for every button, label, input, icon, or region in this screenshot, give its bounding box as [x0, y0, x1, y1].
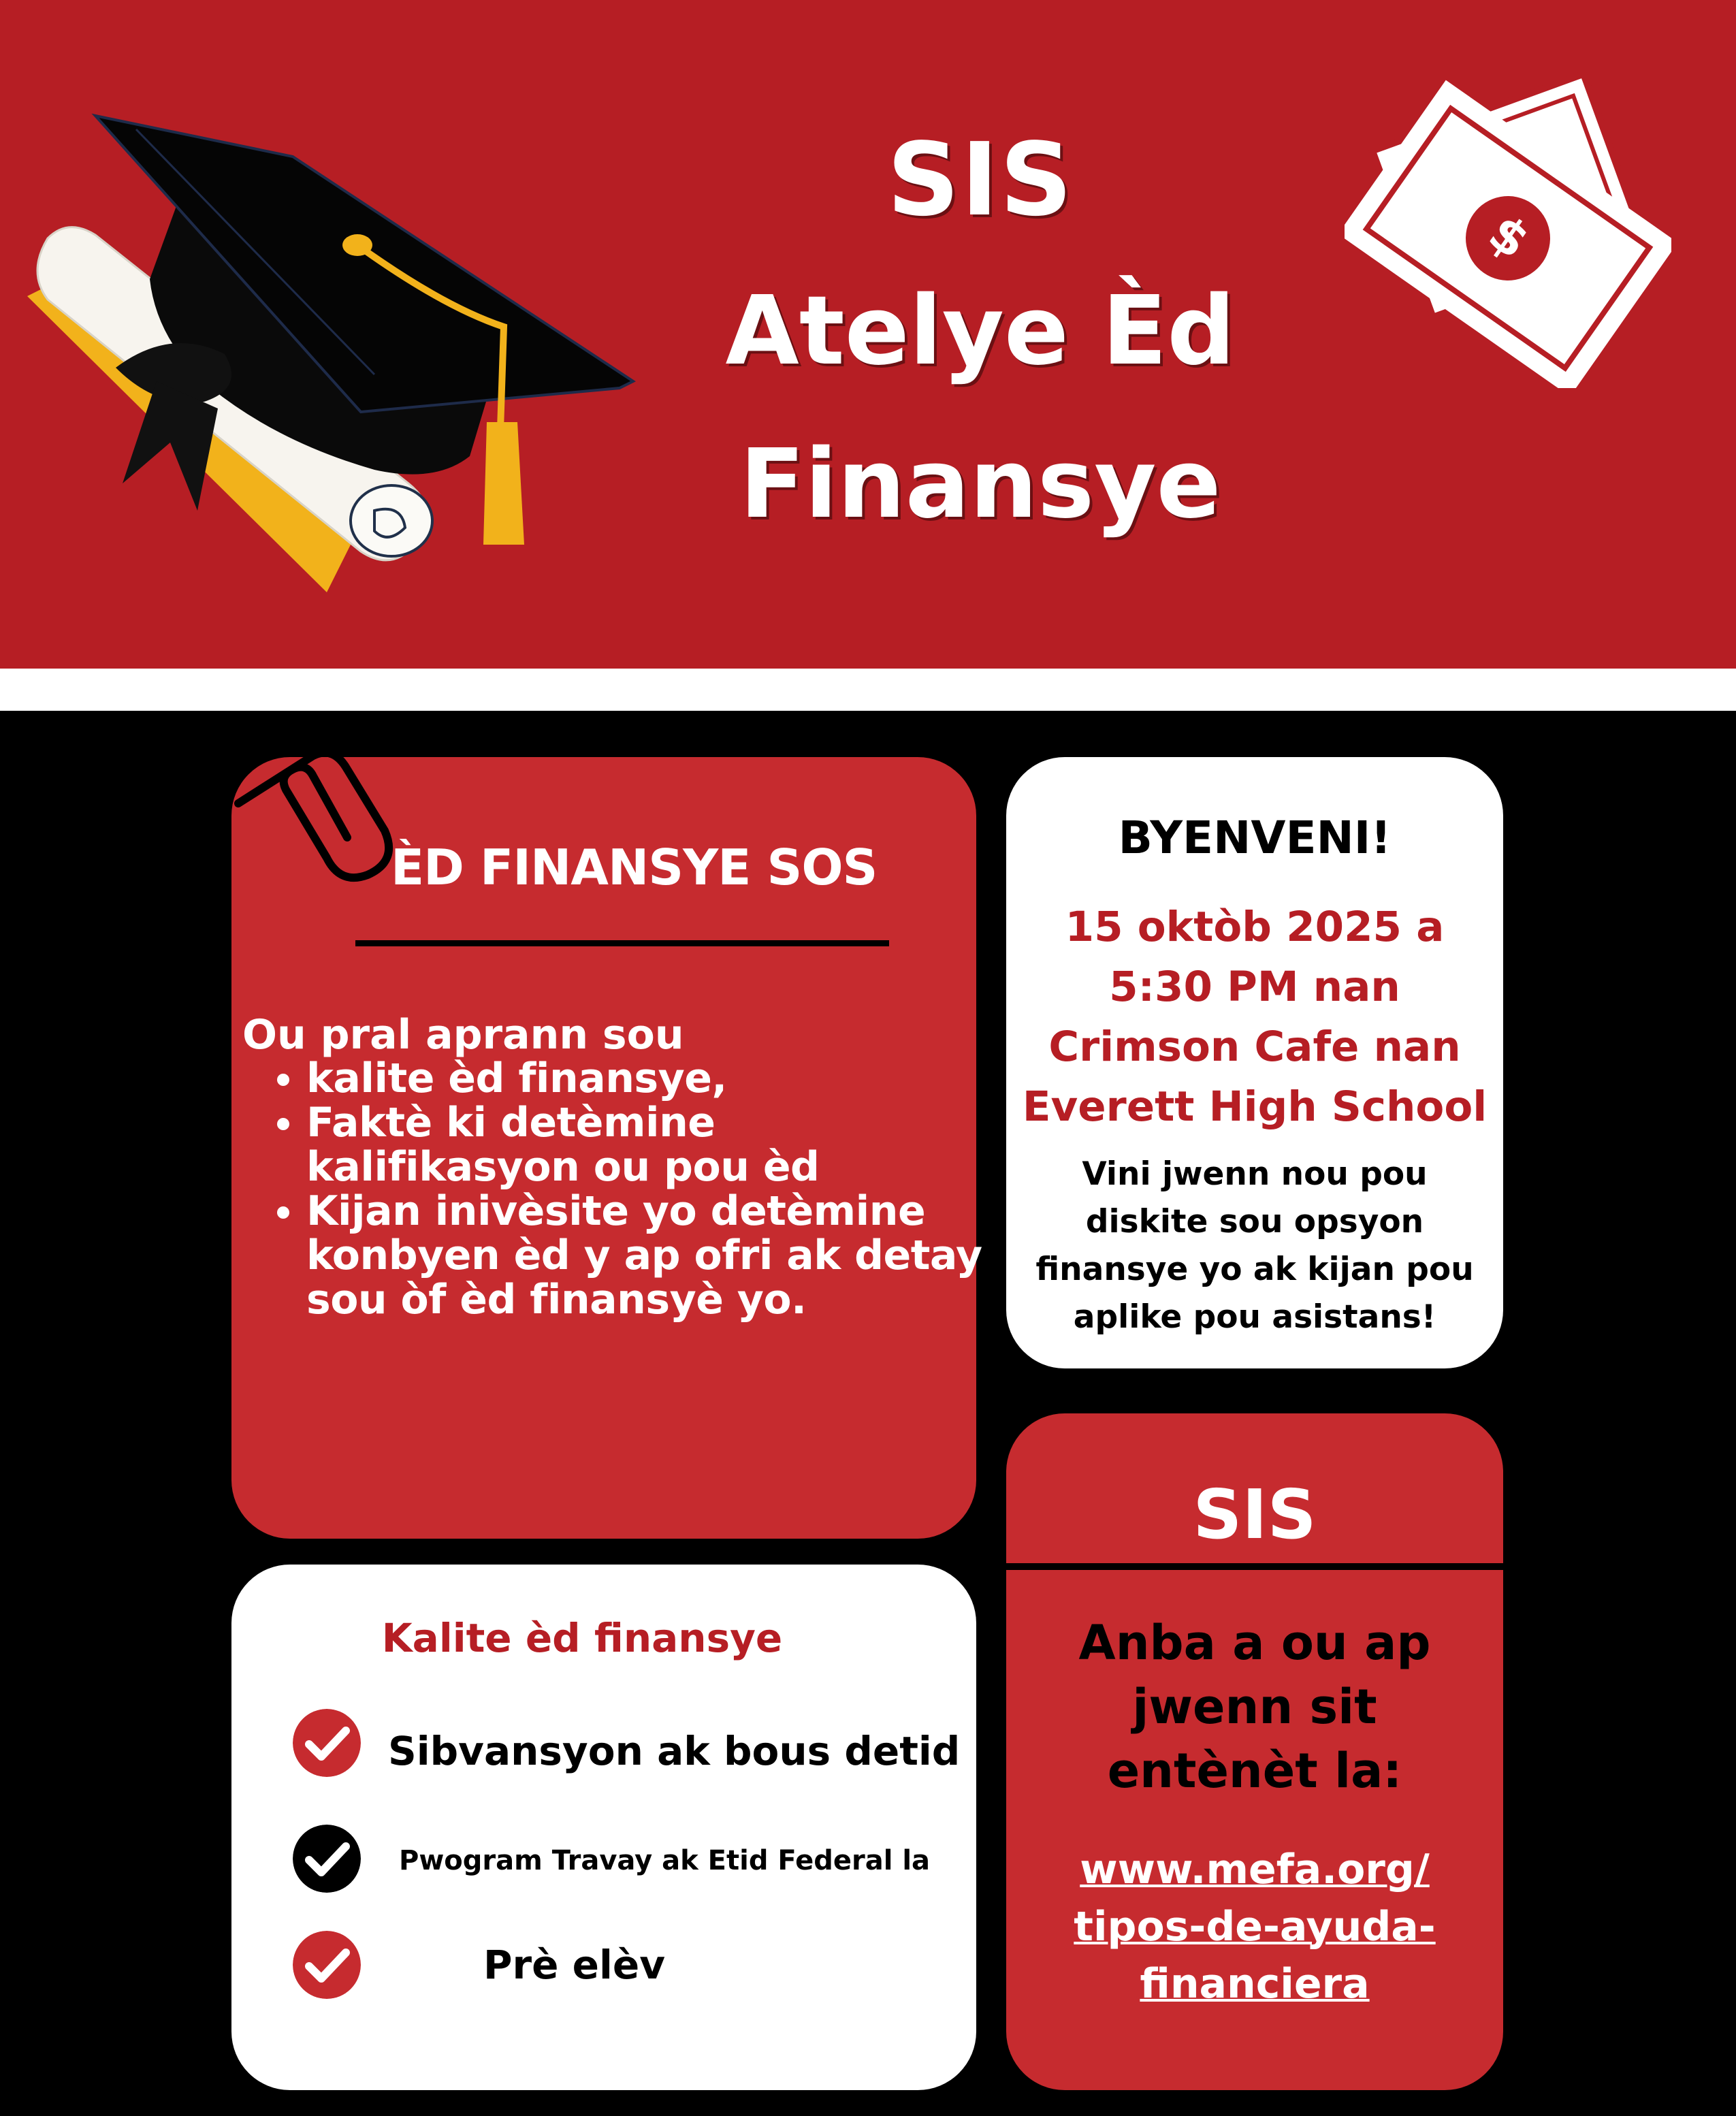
graduation-cap-icon [20, 102, 647, 606]
sis-card-text: Anba a ou ap jwenn sit entènèt la: [1078, 1615, 1431, 1799]
aid-type-loans: Prè elèv [483, 1942, 666, 1988]
list-item: • kalite èd finansye, [306, 1057, 987, 1101]
check-circle-icon [293, 1709, 361, 1777]
aid-topics-list [266, 1057, 987, 1322]
check-circle-icon [293, 1825, 361, 1893]
event-date-location: 15 oktòb 2025 a 5:30 PM nan Crimson Cafe nan Everett High School [1022, 903, 1488, 1131]
aid-types-title: Kalite èd finansye [381, 1615, 783, 1661]
list-item: • Kijan inivèsite yo detèmine konbyen èd y ap ofri ak detay sou òf èd finansyè yo. [306, 1189, 987, 1322]
header-divider-stripe [0, 669, 1736, 711]
sis-card-title: SIS [1193, 1475, 1317, 1554]
svg-text:$: $ [1479, 203, 1540, 270]
financial-aid-heading: ÈD FINANSYE SOS [391, 839, 878, 896]
title-line-1: SIS [886, 121, 1074, 238]
title-line-2: Atelye Èd [725, 276, 1236, 387]
mefa-website-link[interactable]: www.mefa.org/ tipos-de-ayuda- financiera [1074, 1846, 1436, 2008]
sis-card-divider [1006, 1563, 1503, 1570]
welcome-title: BYENVENI! [1118, 812, 1392, 864]
title-line-3: Finansye [739, 429, 1221, 540]
aid-intro-text: Ou pral aprann sou [242, 1011, 684, 1059]
paperclip-icon [231, 749, 395, 926]
aid-type-work-study: Pwogram Travay ak Etid Federal la [399, 1845, 931, 1876]
check-circle-icon [293, 1931, 361, 1999]
list-item: • Faktè ki detèmine kalifikasyon ou pou èd [306, 1101, 987, 1189]
aid-type-grants: Sibvansyon ak bous detid [388, 1728, 961, 1774]
welcome-description: Vini jwenn nou pou diskite sou opsyon finansye yo ak kijan pou aplike pou asistans! [1035, 1155, 1474, 1336]
money-bills-icon [1345, 61, 1671, 388]
heading-underline [355, 940, 889, 946]
